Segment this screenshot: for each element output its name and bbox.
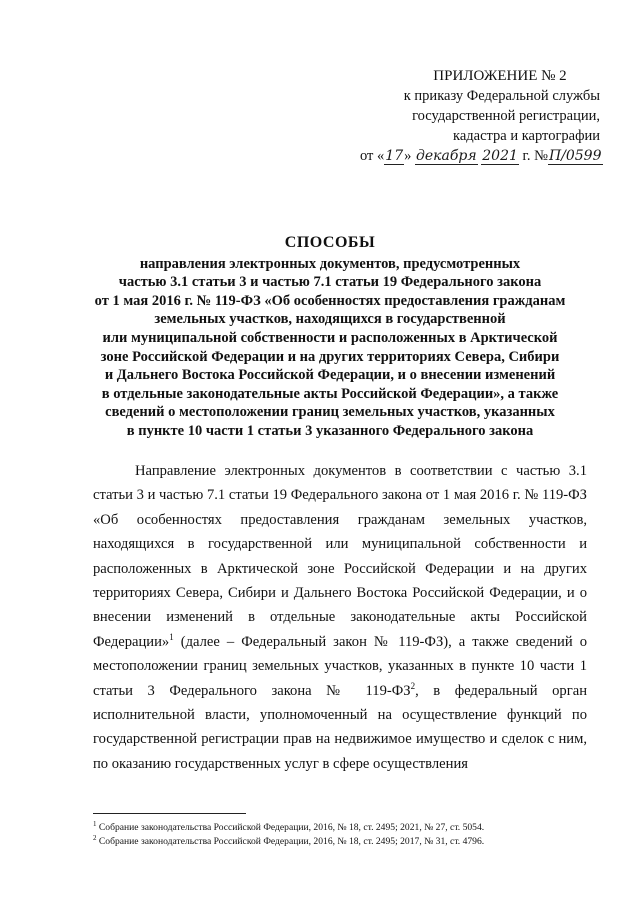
body-text-part-1: Направление электронных документов в соответствии с частью 3.1 статьи 3 и частью 7.1 статьи 19 Федерального закона от 1 мая 2016 г. № 119-ФЗ «Об особенностях предоставления гражданам земельных участков, находящихся в государственной или муниципальной собственности и расположенных в Арктической зоне Российской Федерации и на других территориях Севера, Сибири и Дальнего Востока Российской Федерации, и о внесении изменений в отдельные законодательные акты Российской Федерации» <box>93 463 587 650</box>
footnote-ref-1[interactable]: 1 <box>169 631 174 642</box>
footnote-text: Собрание законодательства Российской Федерации, 2016, № 18, ст. 2495; 2017, № 31, ст. 4796. <box>96 835 485 847</box>
footnote-2 <box>93 835 593 849</box>
appendix-line-1: к приказу Федеральной службы <box>403 88 600 104</box>
title-line: сведений о местоположении границ земельных участков, указанных <box>105 404 555 421</box>
appendix-header <box>360 66 600 166</box>
title-line: в пункте 10 части 1 статьи 3 указанного Федерального закона <box>126 422 534 439</box>
footnote-1 <box>93 821 593 835</box>
date-day-handwritten: 17 <box>385 148 404 164</box>
footnote-divider <box>93 813 246 814</box>
title-line: или муниципальной собственности и расположенных в Арктической <box>102 329 558 346</box>
title-line: частью 3.1 статьи 3 и частью 7.1 статьи 19 Федерального закона <box>118 274 542 291</box>
footnote-text: Собрание законодательства Российской Федерации, 2016, № 18, ст. 2495; 2021, № 27, ст. 5054. <box>96 822 485 833</box>
appendix-title: ПРИЛОЖЕНИЕ № 2 <box>433 68 567 84</box>
footnote-number: 1 <box>93 819 97 828</box>
title-line: зоне Российской Федерации и на других территориях Севера, Сибири <box>100 348 560 365</box>
date-mid: » <box>404 148 412 164</box>
date-year-handwritten: 2021 <box>482 148 518 164</box>
appendix-line-3: кадастра и картографии <box>453 128 600 144</box>
title-line: и Дальнего Востока Российской Федерации, и о внесении изменений <box>104 367 556 384</box>
footnote-number: 2 <box>93 833 97 842</box>
title-line: от 1 мая 2016 г. № 119-ФЗ «Об особенностях предоставления гражданам <box>94 292 566 309</box>
body-paragraph <box>93 459 587 776</box>
order-date-line <box>360 146 600 166</box>
footnotes <box>93 821 593 848</box>
order-number-label: г. № <box>522 148 548 164</box>
date-month-handwritten: декабря <box>415 148 477 164</box>
order-number-handwritten: П/0599 <box>548 148 602 164</box>
date-prefix: от « <box>360 148 385 164</box>
document-title <box>80 234 580 441</box>
title-line: земельных участков, находящихся в государственной <box>154 311 506 328</box>
title-line: направления электронных документов, предусмотренных <box>139 255 521 272</box>
appendix-line-2: государственной регистрации, <box>412 108 600 124</box>
body-text-part-2: (далее – Федеральный закон № 119-ФЗ), а также сведений о местоположении границ земельных участков, указанных в пункте 10 части 1 статьи 3 Федерального закона № 119-ФЗ <box>93 633 587 699</box>
title-heading: СПОСОБЫ <box>284 234 376 251</box>
footnote-ref-2[interactable]: 2 <box>410 680 416 691</box>
title-line: в отдельные законодательные акты Российской Федерации», а также <box>101 385 559 402</box>
body-text-part-3: , в федеральный орган исполнительной власти, уполномоченный на осуществление функций по государственной регистрации прав на недвижимое имущество и сделок с ним, по оказанию государственных услуг в сфере осуществления <box>93 682 588 772</box>
